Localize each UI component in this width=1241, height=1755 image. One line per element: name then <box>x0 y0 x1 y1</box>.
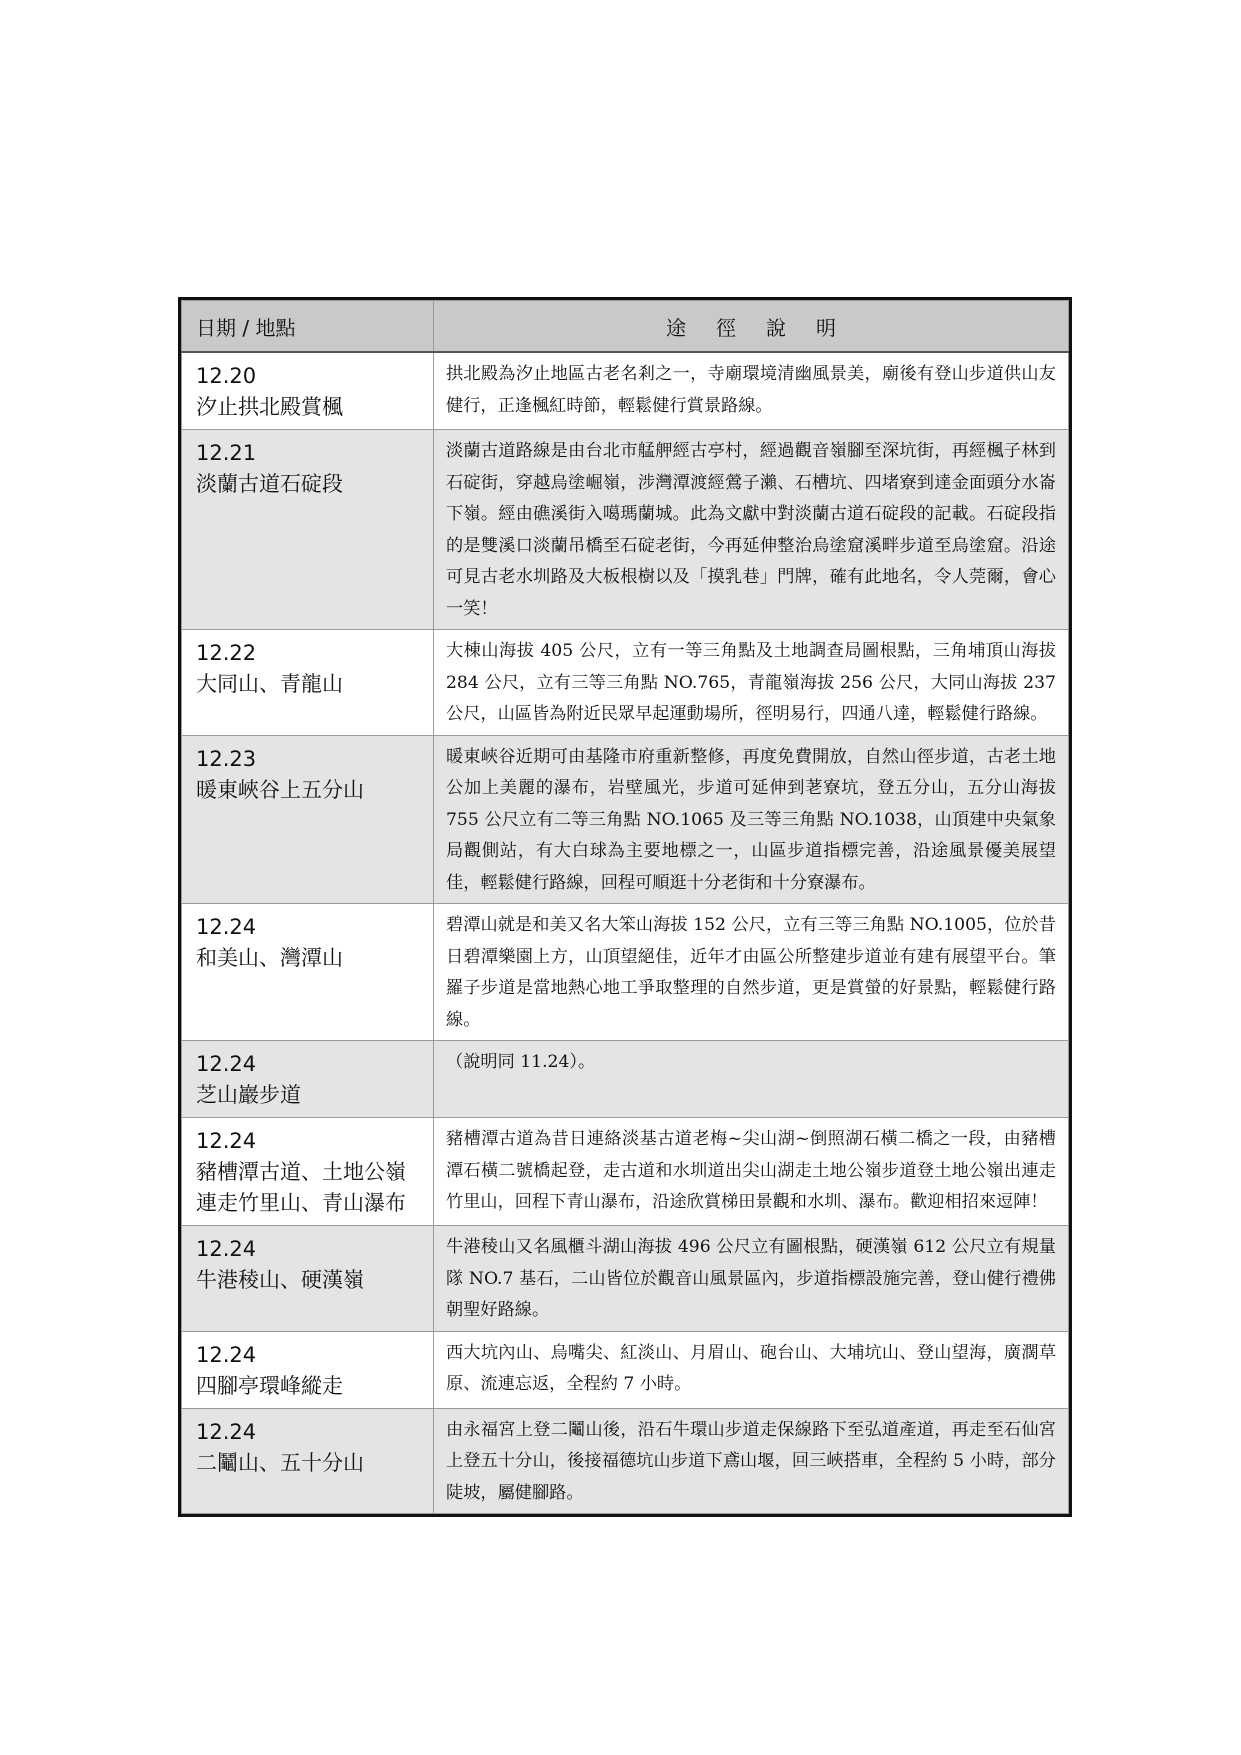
date-place-cell <box>182 1331 434 1408</box>
row-date: 12.22 <box>196 641 257 665</box>
row-date: 12.20 <box>196 364 257 388</box>
row-description: 淡蘭古道路線是由台北市艋舺經古亭村，經過觀音嶺腳至深坑街，再經楓子林到石碇街，穿越烏塗崛嶺，涉灣潭渡經鶯子瀨、石槽坑、四堵寮到達金面頭分水崙下嶺。經由礁溪街入噶瑪蘭城。此為文獻中對淡蘭古道石碇段的記載。石碇段指的是雙溪口淡蘭吊橋至石碇老街，今再延伸整治烏塗窟溪畔步道至烏塗窟。沿途可見古老水圳路及大板根樹以及「摸乳巷」門牌，確有此地名，令人莞爾，會心一笑！ <box>434 430 1069 630</box>
row-place: 四腳亭環峰縱走 <box>196 1373 343 1398</box>
row-place: 牛港稜山、硬漢嶺 <box>196 1268 364 1292</box>
row-place: 二鬮山、五十分山 <box>196 1450 364 1475</box>
row-description: 西大坑內山、烏嘴尖、紅淡山、月眉山、砲台山、大埔坑山、登山望海，廣濶草原、流連忘返，全程約 7 小時。 <box>434 1331 1069 1408</box>
row-date: 12.21 <box>196 441 257 465</box>
table-row <box>182 1408 1069 1514</box>
table-row <box>182 1118 1069 1226</box>
row-description: 豬槽潭古道為昔日連絡淡基古道老梅~尖山湖~倒照湖石橫二橋之一段，由豬槽潭石橫二號橋起登，走古道和水圳道出尖山湖走土地公嶺步道登土地公嶺出連走竹里山，回程下青山瀑布，沿途欣賞梯田景觀和水圳、瀑布。歡迎相招來逗陣！ <box>434 1118 1069 1226</box>
row-place: 大同山、青龍山 <box>196 672 343 696</box>
table-row <box>182 430 1069 630</box>
row-description: 拱北殿為汐止地區古老名剎之一，寺廟環境清幽風景美，廟後有登山步道供山友健行，正逢楓紅時節，輕鬆健行賞景路線。 <box>434 352 1069 430</box>
table-row <box>182 735 1069 904</box>
table-row <box>182 1331 1069 1408</box>
table-row <box>182 630 1069 736</box>
row-place: 暖東峽谷上五分山 <box>196 777 364 802</box>
header-description: 途徑說明 <box>434 301 1069 353</box>
date-place-cell <box>182 352 434 430</box>
row-place: 淡蘭古道石碇段 <box>196 472 343 496</box>
row-date: 12.24 <box>196 1237 257 1261</box>
date-place-cell <box>182 1118 434 1226</box>
itinerary-table-frame <box>178 297 1072 1517</box>
date-place-cell <box>182 1226 434 1332</box>
row-description: 大棟山海拔 405 公尺，立有一等三角點及土地調查局圖根點，三角埔頂山海拔 284 公尺，立有三等三角點 NO.765，青龍嶺海拔 256 公尺，大同山海拔 237 公尺，山區皆為附近民眾早起運動場所，徑明易行，四通八達，輕鬆健行路線。 <box>434 630 1069 736</box>
itinerary-table <box>181 300 1069 1514</box>
table-row <box>182 904 1069 1041</box>
row-description: 暖東峽谷近期可由基隆市府重新整修，再度免費開放，自然山徑步道，古老土地公加上美麗的瀑布，岩壁風光，步道可延伸到荖寮坑，登五分山，五分山海拔 755 公尺立有二等三角點 NO.1065 及三等三角點 NO.1038，山頂建中央氣象局觀側站，有大白球為主要地標之一，山區步道指標完善，沿途風景優美展望佳，輕鬆健行路線，回程可順逛十分老街和十分寮瀑布。 <box>434 735 1069 904</box>
date-place-cell <box>182 1041 434 1118</box>
date-place-cell <box>182 1408 434 1514</box>
date-place-cell <box>182 630 434 736</box>
row-place: 和美山、灣潭山 <box>196 946 343 970</box>
row-description: （說明同 11.24）。 <box>434 1041 1069 1118</box>
row-date: 12.24 <box>196 1419 257 1444</box>
row-place: 芝山巖步道 <box>196 1083 301 1107</box>
date-place-cell <box>182 735 434 904</box>
row-description: 碧潭山就是和美又名大笨山海拔 152 公尺，立有三等三角點 NO.1005，位於昔日碧潭樂園上方，山頂望絕佳，近年才由區公所整建步道並有建有展望平台。筆羅子步道是當地熱心地工爭取整理的自然步道，更是賞螢的好景點，輕鬆健行路線。 <box>434 904 1069 1041</box>
table-row <box>182 1226 1069 1332</box>
date-place-cell <box>182 904 434 1041</box>
row-date: 12.24 <box>196 1052 257 1076</box>
row-date: 12.24 <box>196 1129 257 1153</box>
row-description: 牛港稜山又名風櫃斗湖山海拔 496 公尺立有圖根點，硬漢嶺 612 公尺立有規量隊 NO.7 基石，二山皆位於觀音山風景區內，步道指標設施完善，登山健行禮佛朝聖好路線。 <box>434 1226 1069 1332</box>
header-date-place: 日期 / 地點 <box>182 301 434 353</box>
row-place: 豬槽潭古道、土地公嶺連走竹里山、青山瀑布 <box>196 1160 406 1215</box>
row-date: 12.24 <box>196 1342 257 1367</box>
row-place: 汐止拱北殿賞楓 <box>196 395 343 419</box>
row-date: 12.23 <box>196 746 257 771</box>
table-row <box>182 352 1069 430</box>
row-description: 由永福宮上登二鬮山後，沿石牛環山步道走保線路下至弘道產道，再走至石仙宮上登五十分山，後接福德坑山步道下鳶山堰，回三峽搭車，全程約 5 小時，部分陡坡，屬健腳路。 <box>434 1408 1069 1514</box>
row-date: 12.24 <box>196 915 257 939</box>
table-header-row <box>182 301 1069 353</box>
table-row <box>182 1041 1069 1118</box>
date-place-cell <box>182 430 434 630</box>
